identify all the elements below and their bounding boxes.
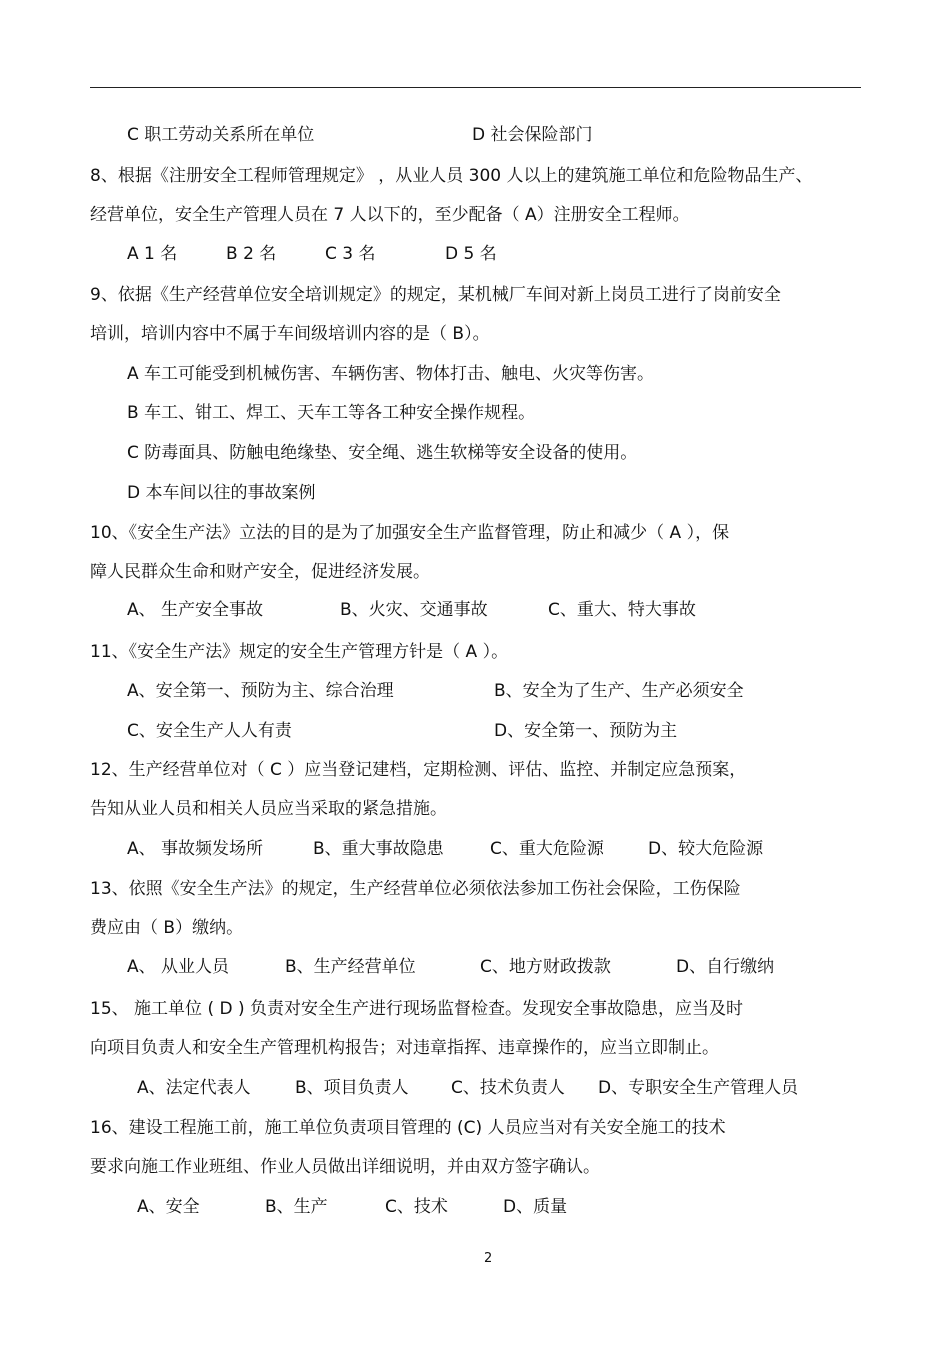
q8-stem-line1: 8、根据《注册安全工程师管理规定》 ，从业人员 300 人以上的建筑施工单位和危险物品生产、	[90, 166, 813, 186]
q10-option-c: C、重大、特大事故	[548, 600, 696, 620]
q12-stem-line1: 12、生产经营单位对（ C ）应当登记建档，定期检测、评估、监控、并制定应急预案，	[90, 760, 747, 780]
q13-option-c: C、地方财政拨款	[480, 957, 611, 977]
q16-option-b: B、生产	[265, 1197, 328, 1217]
q7-option-d: D 社会保险部门	[472, 125, 593, 145]
q15-stem-line2: 向项目负责人和安全生产管理机构报告；对违章指挥、违章操作的，应当立即制止。	[90, 1038, 719, 1058]
q13-option-b: B、生产经营单位	[285, 957, 416, 977]
q15-option-a: A、法定代表人	[137, 1078, 251, 1098]
q7-option-c: C 职工劳动关系所在单位	[127, 125, 315, 145]
q10-option-a: A、 生产安全事故	[127, 600, 264, 620]
q11-option-d: D、安全第一、预防为主	[494, 721, 678, 741]
q16-stem-line1: 16、建设工程施工前，施工单位负责项目管理的 (C) 人员应当对有关安全施工的技术	[90, 1118, 726, 1138]
q9-option-b: B 车工、钳工、焊工、天车工等各工种安全操作规程。	[127, 403, 536, 423]
q11-option-a: A、安全第一、预防为主、综合治理	[127, 681, 394, 701]
q16-stem-line2: 要求向施工作业班组、作业人员做出详细说明，并由双方签字确认。	[90, 1157, 600, 1177]
q15-option-c: C、技术负责人	[451, 1078, 565, 1098]
q8-option-d: D 5 名	[445, 244, 497, 264]
header-rule	[90, 87, 861, 88]
q13-stem-line2: 费应由（ B）缴纳。	[90, 918, 244, 938]
q13-option-a: A、 从业人员	[127, 957, 230, 977]
q13-stem-line1: 13、依照《安全生产法》的规定，生产经营单位必须依法参加工伤社会保险，工伤保险	[90, 879, 741, 899]
q9-option-c: C 防毒面具、防触电绝缘垫、安全绳、逃生软梯等安全设备的使用。	[127, 443, 638, 463]
q10-option-b: B、火灾、交通事故	[340, 600, 488, 620]
q8-option-b: B 2 名	[226, 244, 277, 264]
q13-option-d: D、自行缴纳	[676, 957, 775, 977]
q9-option-a: A 车工可能受到机械伤害、车辆伤害、物体打击、触电、火灾等伤害。	[127, 364, 655, 384]
q15-stem-line1: 15、 施工单位 ( D ) 负责对安全生产进行现场监督检查。发现安全事故隐患，应当及时	[90, 999, 744, 1019]
q16-option-a: A、安全	[137, 1197, 200, 1217]
q9-option-d: D 本车间以往的事故案例	[127, 483, 316, 503]
q15-option-d: D、专职安全生产管理人员	[598, 1078, 799, 1098]
q10-stem-line1: 10、《安全生产法》立法的目的是为了加强安全生产监督管理，防止和减少（ A ），保	[90, 523, 730, 543]
q15-option-b: B、项目负责人	[295, 1078, 409, 1098]
q9-stem-line2: 培训，培训内容中不属于车间级培训内容的是（ B）。	[90, 324, 490, 344]
q12-stem-line2: 告知从业人员和相关人员应当采取的紧急措施。	[90, 799, 447, 819]
q9-stem-line1: 9、依据《生产经营单位安全培训规定》的规定，某机械厂车间对新上岗员工进行了岗前安全	[90, 285, 781, 305]
q12-option-c: C、重大危险源	[490, 839, 604, 859]
q10-stem-line2: 障人民群众生命和财产安全，促进经济发展。	[90, 562, 430, 582]
q16-option-d: D、质量	[503, 1197, 568, 1217]
q8-stem-line2: 经营单位，安全生产管理人员在 7 人以下的，至少配备（ A）注册安全工程师。	[90, 205, 690, 225]
q16-option-c: C、技术	[385, 1197, 448, 1217]
q8-option-a: A 1 名	[127, 244, 178, 264]
q12-option-a: A、 事故频发场所	[127, 839, 264, 859]
q11-option-b: B、安全为了生产、生产必须安全	[494, 681, 744, 701]
q12-option-d: D、较大危险源	[648, 839, 764, 859]
q11-stem-line1: 11、《安全生产法》规定的安全生产管理方针是（ A ）。	[90, 642, 509, 662]
q11-option-c: C、安全生产人人有责	[127, 721, 292, 741]
page-number: 2	[484, 1251, 493, 1266]
q8-option-c: C 3 名	[325, 244, 376, 264]
q12-option-b: B、重大事故隐患	[313, 839, 444, 859]
